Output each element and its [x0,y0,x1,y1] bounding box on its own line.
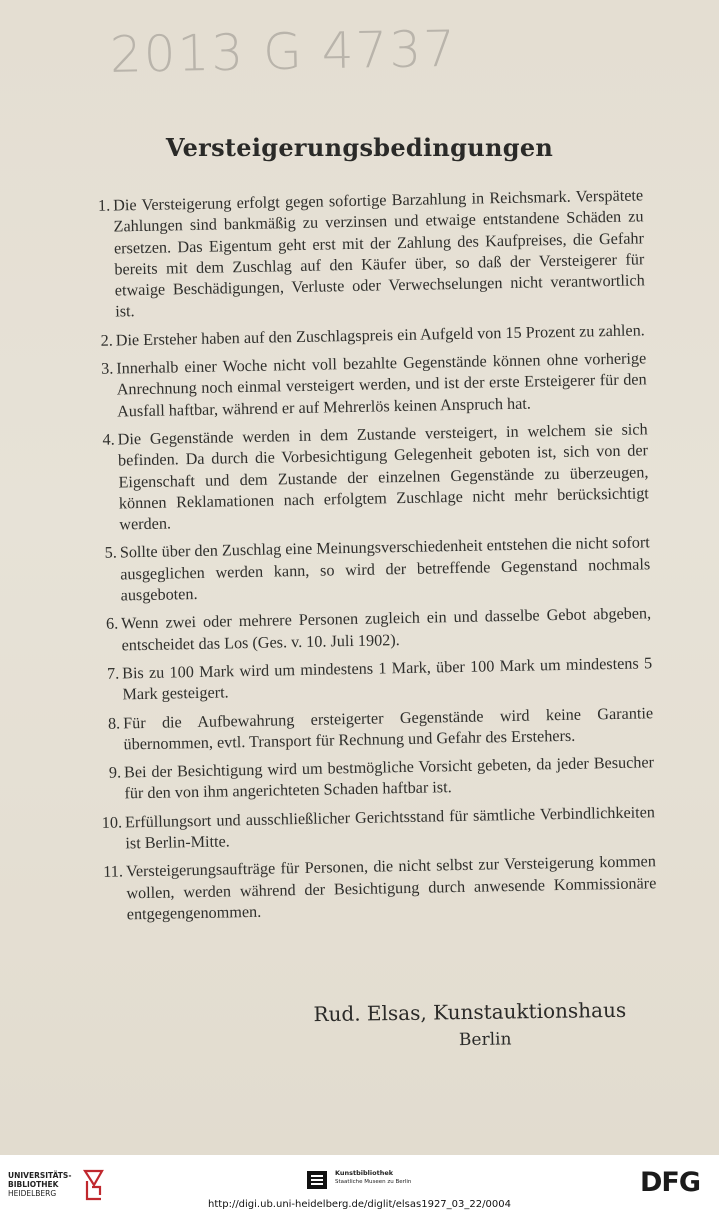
condition-number: 4. [102,430,115,449]
condition-number: 8. [107,714,121,733]
condition-text: Bei der Besichtigung wird um bestmögliche Vorsicht gebeten, da jeder Besucher für den von ihm angerichteten Schaden haftbar ist. [123,753,655,803]
kunstbibliothek-name: Kunstbibliothek [335,1169,394,1177]
kunstbibliothek-logo[interactable] [305,1167,435,1191]
condition-item-2 [91,320,646,352]
condition-number: 3. [101,359,114,378]
ub-logo-text [8,1171,78,1198]
condition-item-1 [88,185,645,323]
condition-number: 2. [100,331,113,350]
condition-text: Die Ersteher haben auf den Zuschlagspreis ein Aufgeld von 15 Prozent zu zahlen. [115,321,645,350]
condition-text: Die Gegenstände werden in dem Zustande versteigert, in welchem sie sich befinden. Da durch die Vorbesichtigung Gelegenheit geboten ist, sich von der Eigenschaft und dem Zustande der einzelnen Gegenstände zu überzeugen, können Reklamationen nach erfolgtem Zuschlage nicht mehr berücksichtigt werden. [117,420,649,534]
kunstbibliothek-emblem-icon [305,1169,329,1191]
condition-number: 9. [108,763,122,782]
condition-item-8 [98,703,654,756]
condition-item-6 [96,604,652,657]
condition-item-7 [97,653,653,706]
dfg-logo[interactable]: DFG [640,1167,701,1198]
condition-text: Bis zu 100 Mark wird um mindestens 1 Mark, über 100 Mark um mindestens 5 Mark gesteigert. [121,654,653,704]
condition-text: Sollte über den Zuschlag eine Meinungsverschiedenheit entstehen die nicht sofort ausgeglichen werden kann, so wird der betreffende Gegenstand nochmals ausgeboten. [119,533,651,605]
kunstbibliothek-subtitle: Staatliche Museen zu Berlin [335,1179,412,1185]
ub-emblem-icon [82,1167,106,1203]
condition-text: Innerhalb einer Woche nicht voll bezahlte Gegenstände können ohne vorherige Anrechnung noch einmal versteigert werden, und ist der erste Ersteigerer für den Ausfall haftbar, während er auf Mehrerlös keinen Anspruch hat. [116,349,647,421]
conditions-list [88,185,657,933]
condition-item-9 [99,752,655,805]
kunstbibliothek-text [335,1169,411,1185]
condition-text: Versteigerungsaufträge für Personen, die nicht selbst zur Versteigerung kommen wollen, werden während der Besichtigung durch anwesende Kommissionäre entgegengenommen. [125,852,657,924]
page-title: Versteigerungsbedingungen [165,133,554,162]
condition-number: 7. [106,664,120,683]
document-url[interactable]: http://digi.ub.uni-heidelberg.de/diglit/elsas1927_03_22/0004 [208,1199,511,1210]
condition-item-4 [92,419,649,536]
condition-number: 5. [104,543,118,563]
condition-item-5 [95,533,651,608]
condition-number: 10. [101,813,123,832]
condition-item-10 [100,802,656,855]
condition-item-11 [101,852,657,927]
signature-company: Rud. Elsas, Kunstauktionshaus [313,997,627,1027]
condition-text: Die Versteigerung erfolgt gegen sofortige Barzahlung in Reichsmark. Verspätete Zahlungen sind bankmäßig zu verzinsen und etwaige entstandene Schäden zu ersetzen. Das Eigentum geht erst mit der Zahlung des Kaufpreises, die Gefahr bereits mit dem Zuschlag auf den Käufer über, so daß der Versteigerer für etwaige Beschädigungen, Verluste oder Verwechselungen nicht verantwortlich ist. [113,186,645,321]
condition-item-3 [91,348,647,423]
signature-block [290,997,651,1052]
condition-text: Erfüllungsort und ausschließlicher Gerichtsstand für sämtliche Verbindlichkeiten ist Berlin-Mitte. [124,802,656,853]
condition-number: 1. [97,196,111,215]
ub-logo-line: HEIDELBERG [8,1189,57,1198]
condition-number: 11. [103,862,124,882]
signature-city: Berlin [458,1029,512,1051]
ub-logo-line: UNIVERSITÄTS- [8,1171,72,1180]
condition-text: Wenn zwei oder mehrere Personen zugleich ein und dasselbe Gebot abgeben, entscheidet das Los (Ges. v. 10. Juli 1902). [121,604,652,655]
ub-logo-line: BIBLIOTHEK [8,1180,59,1189]
viewer-footer [0,1155,719,1213]
condition-number: 6. [105,614,119,634]
condition-text: Für die Aufbewahrung ersteigerter Gegenstände wird keine Garantie übernommen, evtl. Transport für Rechnung und Gefahr des Erstehers. [122,703,654,754]
pencil-annotation: 2013 G 4737 [109,19,458,84]
